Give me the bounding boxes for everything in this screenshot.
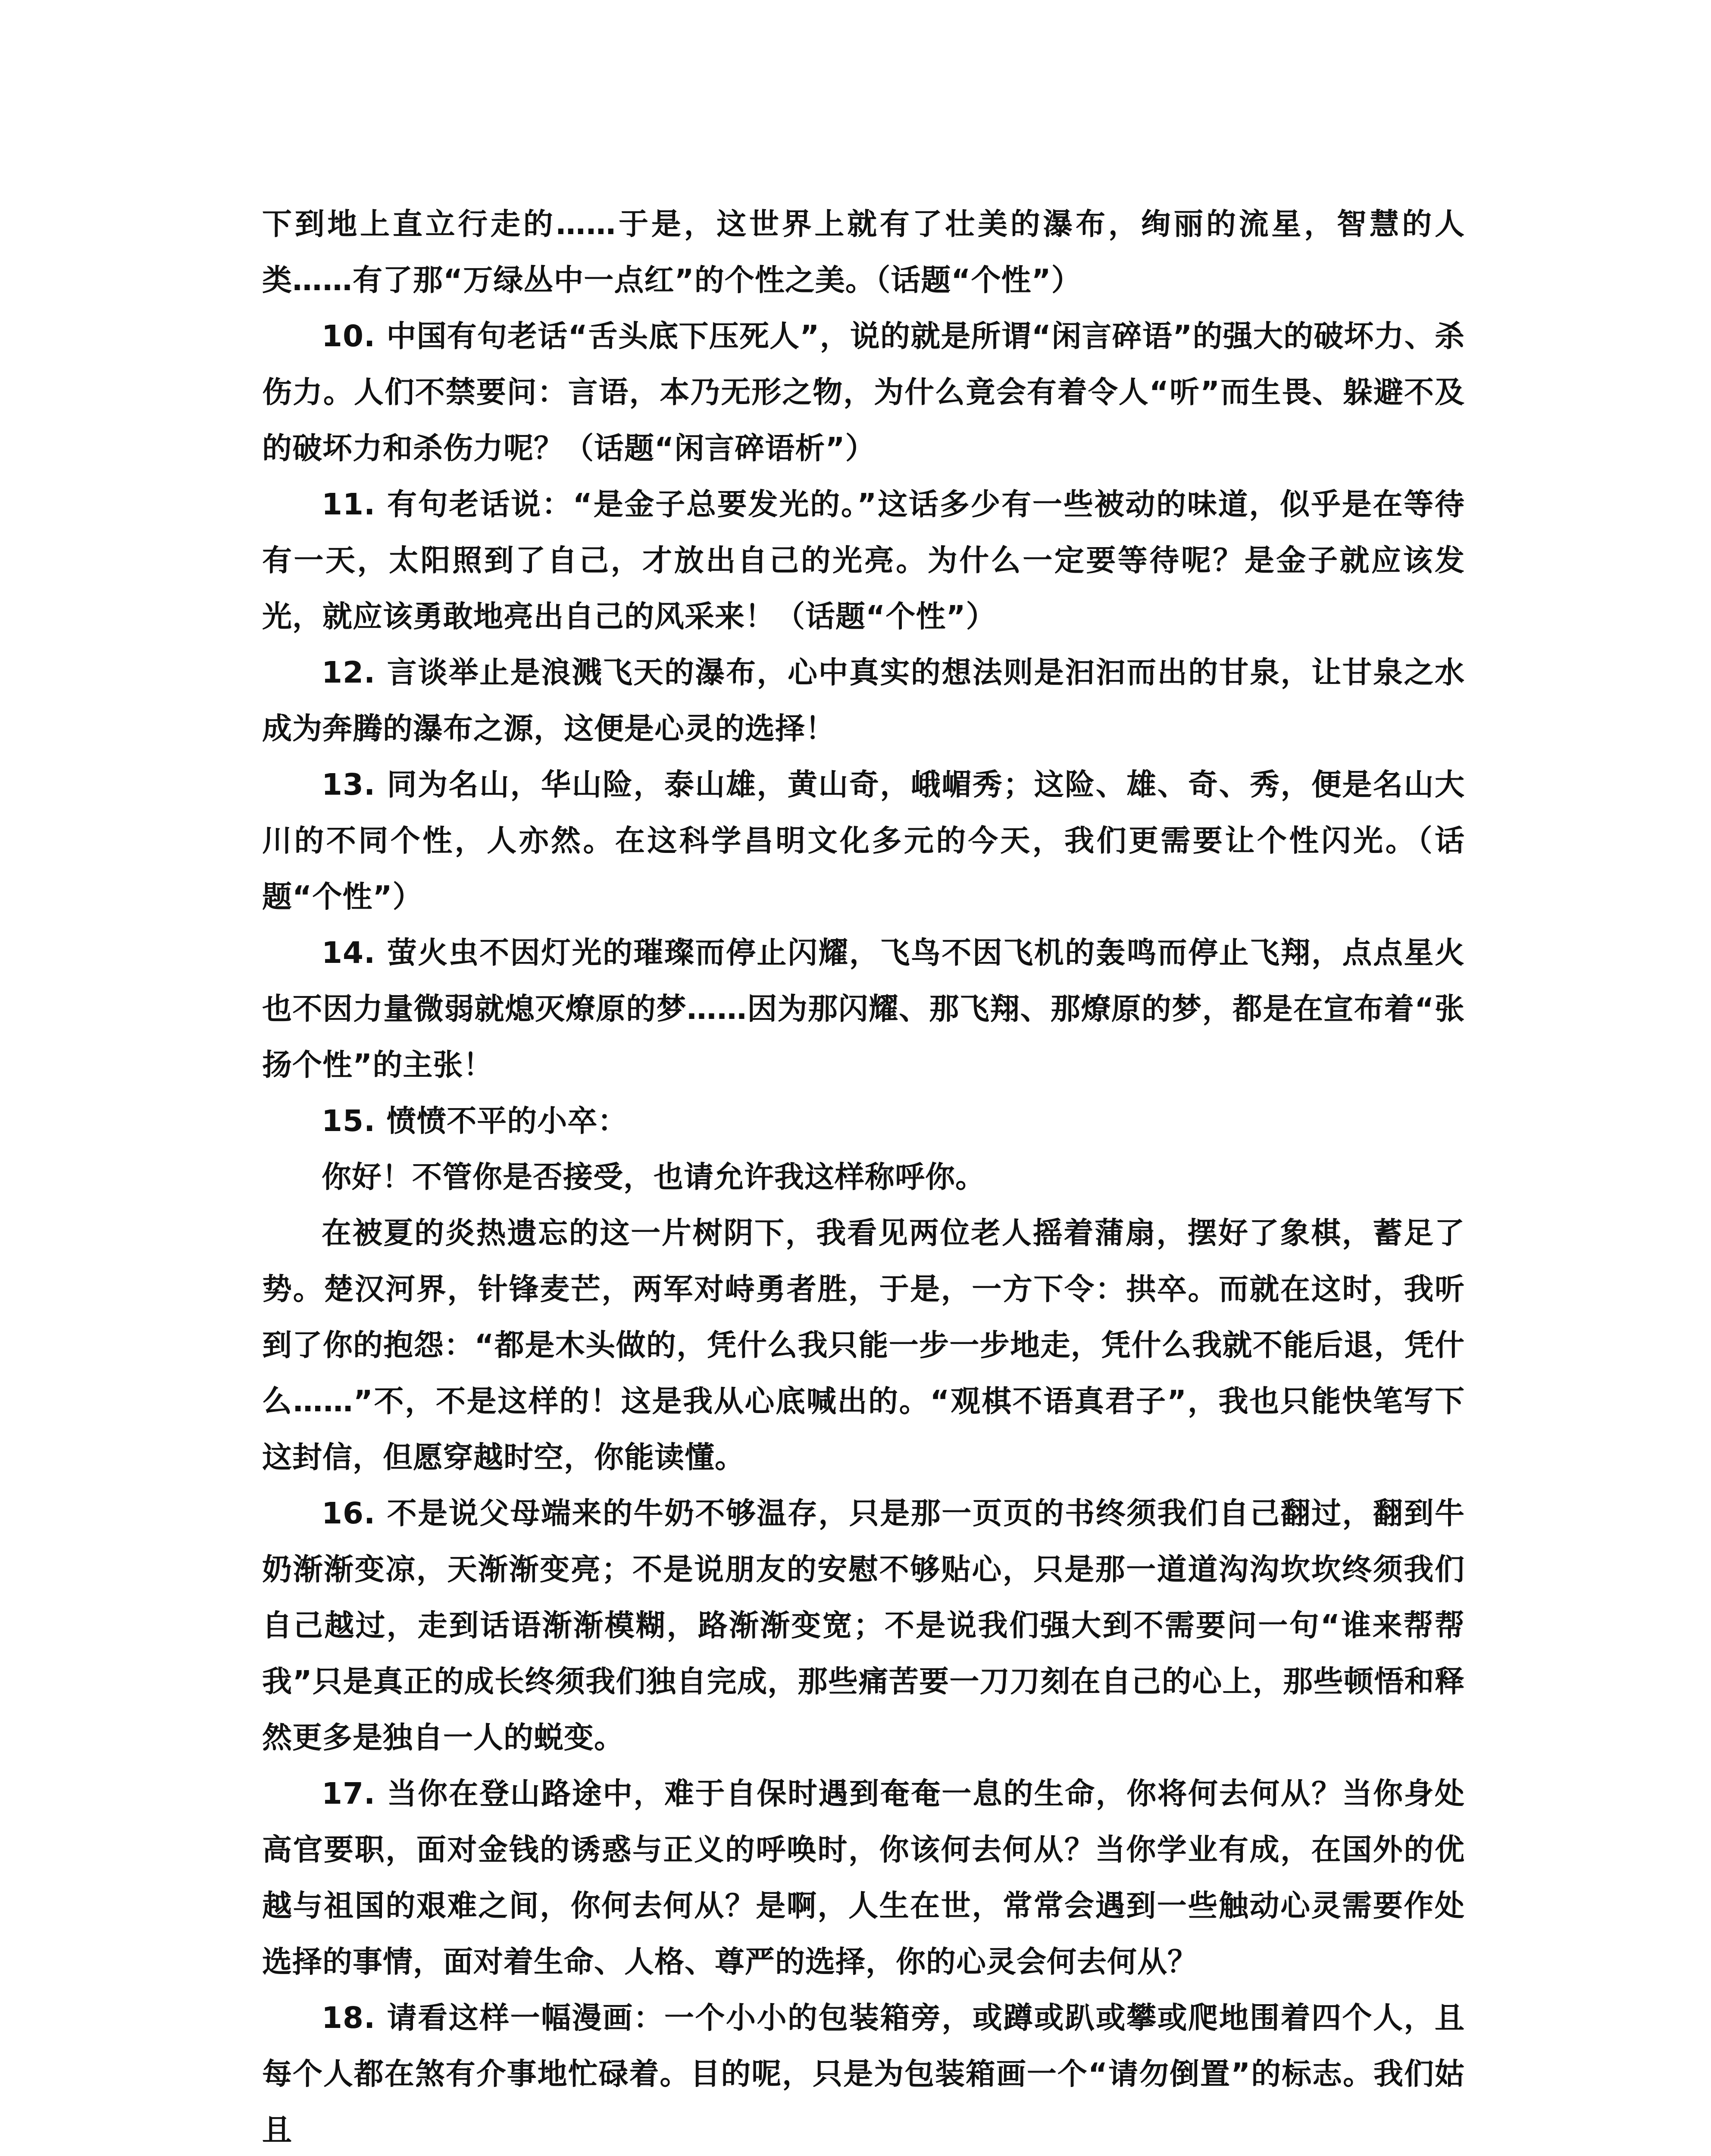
paragraph-11: 11. 有句老话说：“是金子总要发光的。”这话多少有一些被动的味道，似乎是在等待有一天，太阳照到了自己，才放出自己的光亮。为什么一定要等待呢？是金子就应该发光，就应该勇敢地亮出自己的风采来！（话题“个性”） (262, 487, 1465, 634)
paragraph-15-greeting: 你好！不管你是否接受，也请允许我这样称呼你。 (322, 1160, 985, 1194)
paragraph-17: 17. 当你在登山路途中，难于自保时遇到奄奄一息的生命，你将何去何从？当你身处高官要职，面对金钱的诱惑与正义的呼唤时，你该何去何从？当你学业有成，在国外的优越与祖国的艰难之间，你何去何从？是啊，人生在世，常常会遇到一些触动心灵需要作处选择的事情，面对着生命、人格、尊严的选择，你的心灵会何去何从？ (262, 1777, 1465, 1979)
paragraph-continued: 下到地上直立行走的……于是，这世界上就有了壮美的瀑布，绚丽的流星，智慧的人类……有了那“万绿丛中一点红”的个性之美。（话题“个性”） (262, 207, 1465, 298)
paragraph-14: 14. 萤火虫不因灯光的璀璨而停止闪耀，飞鸟不因飞机的轰鸣而停止飞翔，点点星火也不因力量微弱就熄灭燎原的梦……因为那闪耀、那飞翔、那燎原的梦，都是在宣布着“张扬个性”的主张！ (262, 936, 1465, 1082)
document-body (262, 196, 1465, 2156)
paragraph-18: 18. 请看这样一幅漫画：一个小小的包装箱旁，或蹲或趴或攀或爬地围着四个人，且每个人都在煞有介事地忙碌着。目的呢，只是为包装箱画一个“请勿倒置”的标志。我们姑且 (262, 2001, 1465, 2147)
paragraph-16: 16. 不是说父母端来的牛奶不够温存，只是那一页页的书终须我们自己翻过，翻到牛奶渐渐变凉，天渐渐变亮；不是说朋友的安慰不够贴心，只是那一道道沟沟坎坎终须我们自己越过，走到话语渐渐模糊，路渐渐变宽；不是说我们强大到不需要问一句“谁来帮帮我”只是真正的成长终须我们独自完成，那些痛苦要一刀刀刻在自己的心上，那些顿悟和释然更多是独自一人的蜕变。 (262, 1496, 1465, 1755)
paragraph-15: 15. 愤愤不平的小卒： (322, 1104, 628, 1138)
paragraph-12: 12. 言谈举止是浪溅飞天的瀑布，心中真实的想法则是汩汩而出的甘泉，让甘泉之水成为奔腾的瀑布之源，这便是心灵的选择！ (262, 655, 1465, 746)
paragraph-15-body: 在被夏的炎热遗忘的这一片树阴下，我看见两位老人摇着蒲扇，摆好了象棋，蓄足了势。楚汉河界，针锋麦芒，两军对峙勇者胜，于是，一方下令：拱卒。而就在这时，我听到了你的抱怨：“都是木头做的，凭什么我只能一步一步地走，凭什么我就不能后退，凭什么……”不，不是这样的！这是我从心底喊出的。“观棋不语真君子”，我也只能快笔写下这封信，但愿穿越时空，你能读懂。 (262, 1216, 1465, 1475)
paragraph-13: 13. 同为名山，华山险，泰山雄，黄山奇，峨嵋秀；这险、雄、奇、秀，便是名山大川的不同个性，人亦然。在这科学昌明文化多元的今天，我们更需要让个性闪光。（话题“个性”） (262, 768, 1465, 914)
paragraph-10: 10. 中国有句老话“舌头底下压死人”，说的就是所谓“闲言碎语”的强大的破坏力、杀伤力。人们不禁要问：言语，本乃无形之物，为什么竟会有着令人“听”而生畏、躲避不及的破坏力和杀伤力呢？（话题“闲言碎语析”） (262, 319, 1465, 466)
